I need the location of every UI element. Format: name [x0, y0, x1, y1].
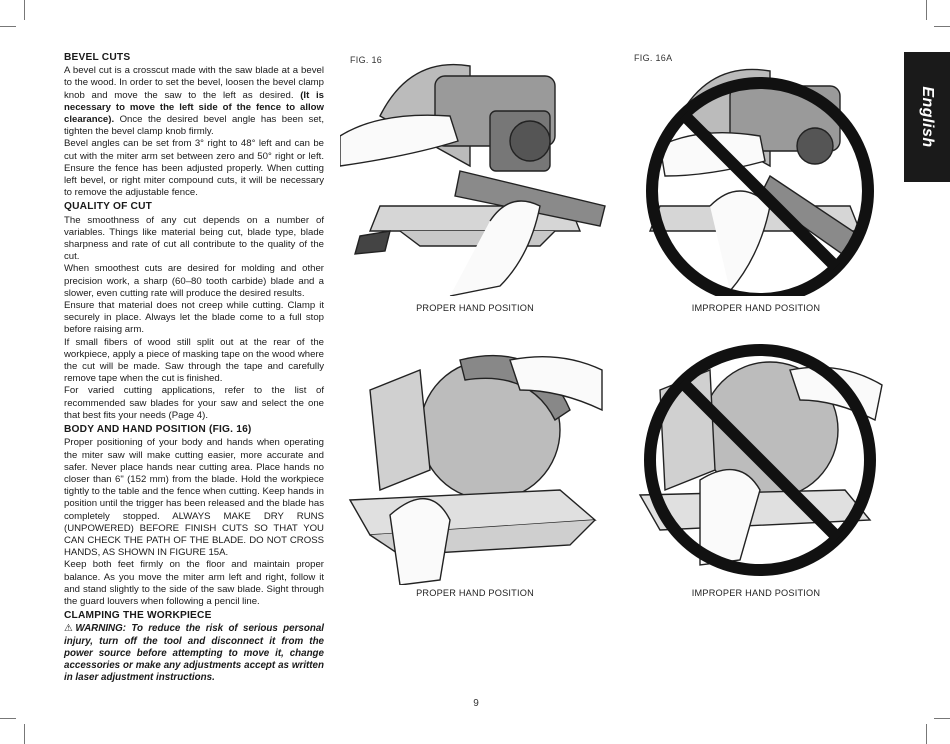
- language-tab-label: English: [919, 86, 936, 148]
- caption-improper-hand-position: IMPROPER HAND POSITION: [691, 588, 821, 598]
- paragraph: When smoothest cuts are desired for molding and other precision work, a sharp (60–80 tooth carbide) blade and a slower, even cutting rate will produce the desired results.: [64, 263, 324, 299]
- section-heading-bevel-cuts: BEVEL CUTS: [64, 52, 131, 63]
- paragraph: Bevel angles can be set from 3° right to 48° left and can be cut with the miter arm set between zero and 50° right or left. Ensure the fence has been adjusted properly. When cutting left bevel, or right miter compound cuts, it will be necessary to remove the adjustable fence.: [64, 138, 324, 199]
- fig-16a-label: FIG. 16A: [634, 53, 673, 63]
- crop-mark: [0, 26, 16, 27]
- crop-mark: [926, 0, 927, 20]
- instruction-text-column: [64, 52, 324, 684]
- paragraph: Ensure that material does not creep while cutting. Clamp it securely in place. Always let the blade come to a full stop before raising arm.: [64, 300, 324, 336]
- paragraph-text: A bevel cut is a crosscut made with the saw blade at a bevel to the wood. In order to set the bevel, loosen the bevel clamp knob and move the saw to the left as desired.: [64, 65, 324, 101]
- paragraph: The smoothness of any cut depends on a number of variables. Things like material being cut, blade type, blade sharpness and rate of cut all contribute to the quality of the cut.: [64, 214, 324, 263]
- page-number: 9: [473, 698, 479, 709]
- section-heading-quality-of-cut: QUALITY OF CUT: [64, 201, 153, 213]
- paragraph: If small fibers of wood still split out at the rear of the workpiece, apply a piece of masking tape on the wood where the cut will be made. Saw through the tape and carefully remove tape when the cut is finished.: [64, 336, 324, 385]
- crop-mark: [0, 718, 16, 719]
- paragraph: For varied cutting applications, refer to the list of recommended saw blades for your saw and select the one that best fits your needs (Page 4).: [64, 385, 324, 421]
- warning-paragraph: [64, 623, 324, 684]
- paragraph: Keep both feet firmly on the floor and maintain proper balance. As you move the miter arm left and right, follow it and stand slightly to the side of the saw blade. Sight through the guard louvers when following a pencil line.: [64, 559, 324, 607]
- crop-mark: [934, 718, 950, 719]
- crop-mark: [926, 724, 927, 744]
- paragraph: [64, 65, 324, 138]
- warning-icon: ⚠: [64, 623, 76, 635]
- crop-mark: [24, 0, 25, 20]
- crop-mark: [934, 26, 950, 27]
- fig-16-label: FIG. 16: [350, 55, 383, 65]
- crop-mark: [24, 724, 25, 744]
- language-tab: [904, 52, 950, 182]
- saw-illustration-improper-bottom: [620, 330, 890, 585]
- saw-illustration-proper-bottom: [340, 330, 610, 585]
- paragraph-bold-text: (It is necessary to move the left side of the fence to allow clearance).: [64, 89, 324, 126]
- warning-text: WARNING: To reduce the risk of serious personal injury, turn off the tool and disconnect it from the power source before attempting to move it, change accessories or make any adjustments accept as written in laser adjustment instructions.: [64, 623, 324, 684]
- caption-proper-hand-position: PROPER HAND POSITION: [416, 303, 534, 313]
- saw-illustration-proper-top: [340, 56, 610, 296]
- caption-proper-hand-position: PROPER HAND POSITION: [416, 588, 534, 598]
- saw-illustration-improper-top: [620, 56, 890, 296]
- paragraph-text: Once the desired bevel angle has been set, tighten the bevel clamp knob firmly.: [64, 114, 324, 138]
- paragraph: Proper positioning of your body and hands when operating the miter saw will make cutting easier, more accurate and safer. Never place hands near cutting area. Place hands no closer than 6" (152 mm) from the blade. Hold the workpiece tightly to the table and the fence when cutting. Keep hands in position until the trigger has been released and the blade has completely stopped. ALWAYS MAKE DRY RUNS (UNPOWERED) BEFORE FINISH CUTS SO THAT YOU CAN CHECK THE PATH OF THE BLADE. DO NOT CROSS HANDS, AS SHOWN IN FIGURE 15A.: [64, 437, 324, 559]
- section-heading-body-hand-position: BODY AND HAND POSITION (FIG. 16): [64, 424, 252, 436]
- caption-improper-hand-position: IMPROPER HAND POSITION: [691, 303, 821, 313]
- section-heading-clamping: CLAMPING THE WORKPIECE: [64, 610, 212, 622]
